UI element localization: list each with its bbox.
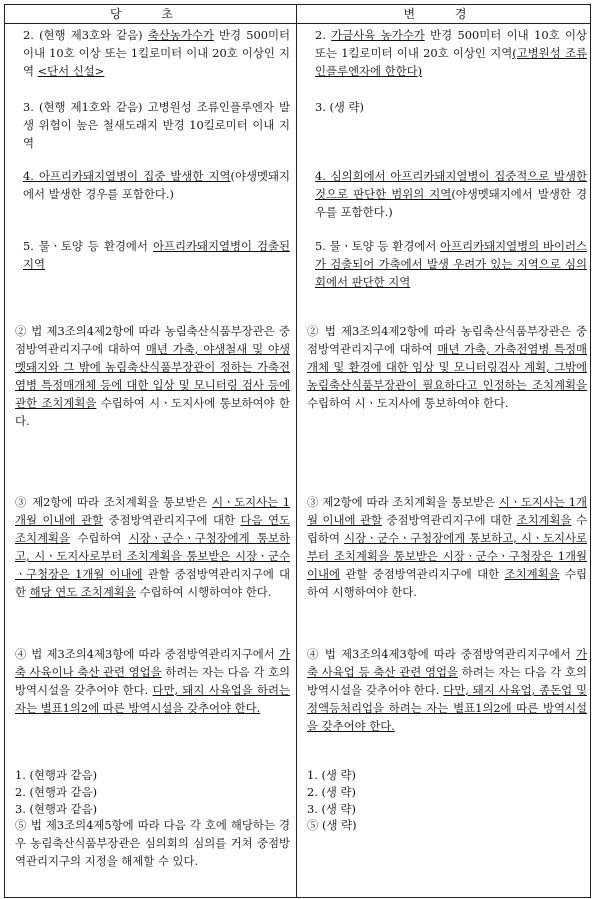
underlined-text: 조치계획을 bbox=[504, 567, 560, 581]
paragraph-text: ⑤ (생 략) bbox=[307, 818, 357, 832]
paragraph-text: ③ 제2항에 따라 조치계획을 통보받은 bbox=[307, 495, 499, 509]
paragraph-text: ④ 법 제3조의4제3항에 따라 중점방역관리지구에서 bbox=[15, 647, 279, 661]
paragraph-text: 수립하여 시ㆍ도지사에 통보하여야 한다. bbox=[307, 396, 509, 410]
before-paragraph bbox=[15, 766, 290, 784]
column-divider bbox=[296, 5, 297, 897]
after-paragraph bbox=[307, 26, 587, 80]
underlined-text: 축산농가수가 bbox=[147, 28, 214, 42]
underlined-text: 조치계획을 bbox=[516, 513, 572, 527]
header-after: 변 경 bbox=[403, 7, 485, 21]
before-paragraph bbox=[15, 98, 290, 152]
after-paragraph bbox=[307, 766, 587, 784]
paragraph-text: 관할 중점방역관리지구에 대한 bbox=[340, 567, 505, 581]
underlined-text: 시ㆍ도지사는 1개월 이내에 관할 bbox=[307, 495, 587, 527]
paragraph-text: 중점방역관리지구에 대한 bbox=[382, 513, 517, 527]
after-paragraph bbox=[307, 645, 587, 735]
before-paragraph bbox=[15, 322, 290, 430]
paragraph-text: 수립하여 시행하여야 한다. bbox=[135, 585, 272, 599]
paragraph-text: 3. (생 략) bbox=[307, 802, 357, 816]
after-paragraph bbox=[307, 167, 587, 221]
underlined-text: 가축 사육업 등 축산 관련 영업을 bbox=[307, 647, 587, 679]
paragraph-text: 하려는 자는 다음 각 호의 방역시설을 갖추어야 한다. bbox=[15, 665, 290, 697]
before-paragraph bbox=[15, 167, 290, 203]
underlined-text: 다만, 돼지 사육업, 종돈업 및 정액등처리업을 하려는 자는 별표1의2에 따른 방역시설을 갖추어야 한다. bbox=[307, 683, 588, 733]
underlined-text: 가금사육 농가수가 bbox=[331, 28, 425, 42]
paragraph-text: 1. (생 략) bbox=[307, 768, 357, 782]
underlined-text: 4. 아프리카돼지열병이 집중 발생한 지역 bbox=[23, 169, 231, 183]
paragraph-text: 수립하여 bbox=[70, 531, 129, 545]
underlined-text: 아프리카돼지열병이 검출된 지역 bbox=[23, 239, 290, 271]
paragraph-text: 3. (현행과 같음) bbox=[15, 802, 98, 816]
after-paragraph bbox=[307, 493, 587, 601]
underlined-text: 4. 심의회에서 아프리카돼지열병이 집중적으로 발생한 것으로 판단한 범위의 지역 bbox=[315, 169, 587, 201]
paragraph-text: 5. 물ㆍ토양 등 환경에서 bbox=[23, 239, 153, 253]
before-paragraph bbox=[15, 237, 290, 273]
paragraph-text: (야생멧돼지에서 발생한 경우를 포함한다.) bbox=[23, 169, 290, 201]
after-paragraph bbox=[307, 237, 587, 291]
paragraph-text: 관할 중점방역관리지구에 대한 bbox=[15, 567, 291, 599]
underlined-text: 시장ㆍ군수ㆍ구청장에게 통보하고, 시ㆍ도지사로부터 조치계획을 통보받은 시장ㆍ군수ㆍ구청장은 1개월 이내에 bbox=[307, 531, 587, 581]
after-paragraph bbox=[307, 322, 587, 412]
underlined-text: 매년 가축, 야생철새 및 야생멧돼지와 그 밖에 농림축산식품부장관이 정하는 가축전염병 특정매개체 등에 대한 입상 및 모니터링 검사 등에 관한 조치계획을 bbox=[15, 342, 290, 410]
after-paragraph bbox=[307, 783, 587, 801]
paragraph-text: (야생멧돼지에서 발생한 경우를 포함한다.) bbox=[315, 187, 587, 219]
paragraph-text: 수립하여 bbox=[307, 513, 588, 545]
paragraph-text: ⑤ 법 제3조의4제5항에 따라 다음 각 호에 해당하는 경우 농림축산식품부장관은 심의회의 심의를 거쳐 중점방역관리지구의 지정을 해제할 수 있다. bbox=[15, 818, 290, 868]
before-paragraph bbox=[15, 783, 290, 801]
paragraph-text: ② 법 제3조의4제2항에 따라 농림축산식품부장관은 중점방역관리지구에 대하여 bbox=[15, 324, 290, 356]
underlined-text: (고병원성 조류인플루엔자에 한한다) bbox=[315, 46, 587, 78]
underlined-text: 시장ㆍ군수ㆍ구청장에게 통보하고, 시ㆍ도지사로부터 조치계획을 통보받은 시장ㆍ군수ㆍ구청장은 1개월 이내에 bbox=[15, 531, 290, 581]
before-paragraph bbox=[15, 493, 290, 601]
paragraph-text: 5. 물ㆍ토양 등 환경에서 bbox=[315, 239, 441, 253]
underlined-text: 아프리카돼지열병의 바이러스가 검출되어 가축에서 발생 우려가 있는 지역으로 심의회에서 판단한 지역 bbox=[315, 239, 587, 289]
underlined-text: 가축 사육이나 축산 관련 영업을 bbox=[15, 647, 290, 679]
paragraph-text: 반경 500미터 이내 10호 이상 또는 1킬로미터 이내 20호 이상인 지역 bbox=[23, 28, 290, 78]
paragraph-text: 중점방역관리지구에 대한 bbox=[103, 513, 241, 527]
paragraph-text: 2. (현행과 같음) bbox=[15, 785, 98, 799]
header-before: 당 초 bbox=[110, 7, 191, 21]
paragraph-text: 3. (현행 제1호와 같음) 고병원성 조류인플루엔자 발생 위험이 높은 철새도래지 반경 10킬로미터 이내 지역 bbox=[23, 100, 290, 150]
paragraph-text: ② 법 제3조의4제2항에 따라 농림축산식품부장관은 중점방역관리지구에 대하여 bbox=[307, 324, 587, 356]
paragraph-text: 3. (생 략) bbox=[315, 100, 365, 114]
paragraph-text: 수립하여 시행하여야 한다. bbox=[307, 567, 587, 599]
paragraph-text: ④ 법 제3조의4제3항에 따라 중점방역관리지구에서 bbox=[307, 647, 576, 661]
paragraph-text: 수립하여 시ㆍ도지사에 통보하여야 한다. bbox=[15, 396, 290, 428]
paragraph-text: 2. (현행 제3호와 같음) bbox=[23, 28, 148, 42]
paragraph-text: 1. (현행과 같음) bbox=[15, 768, 98, 782]
before-paragraph bbox=[15, 645, 290, 717]
underlined-text: 해당 연도 조치계획을 bbox=[29, 585, 136, 599]
paragraph-text: 2. bbox=[315, 28, 332, 42]
underlined-text: 매년 가축, 가축전염병 특정매개체 및 환경에 대한 임상 및 모니터링검사 계획, 그밖에 농림축산식품부장관이 필요하다고 인정하는 조치계획을 bbox=[307, 342, 587, 392]
after-paragraph bbox=[307, 98, 587, 116]
comparison-table bbox=[4, 4, 591, 898]
after-paragraph bbox=[307, 816, 587, 834]
paragraph-text: 2. (생 략) bbox=[307, 785, 357, 799]
before-paragraph bbox=[15, 816, 290, 870]
underlined-text: 시ㆍ도지사는 1개월 이내에 관할 bbox=[15, 495, 290, 527]
header-divider bbox=[5, 23, 590, 24]
underlined-text: 다음 연도 조치계획을 bbox=[15, 513, 290, 545]
underlined-text: 다만, 돼지 사육업을 하려는 자는 별표1의2에 따른 방역시설을 갖추어야 한다. bbox=[15, 683, 290, 715]
paragraph-text: 하려는 자는 다음 각 호의 방역시설을 갖추어야 한다. bbox=[307, 665, 587, 697]
underlined-text: <단서 신설> bbox=[37, 64, 105, 78]
paragraph-text: ③ 제2항에 따라 조치계획을 통보받은 bbox=[15, 495, 213, 509]
before-paragraph bbox=[15, 26, 290, 80]
paragraph-text: 반경 500미터 이내 10호 이상 또는 1킬로미터 이내 20호 이상인 지역 bbox=[315, 28, 587, 60]
